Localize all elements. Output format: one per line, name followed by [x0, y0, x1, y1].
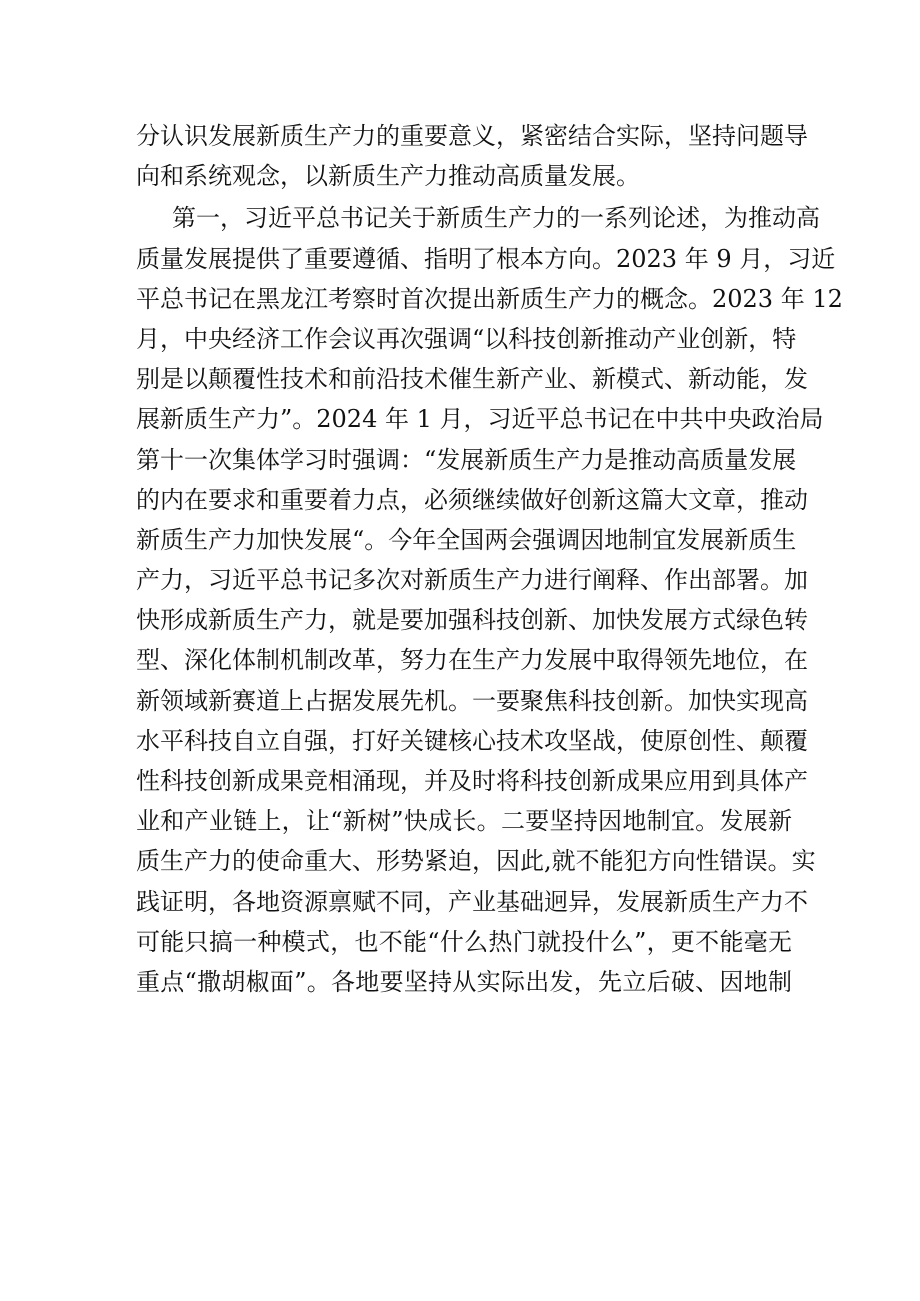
document-body: [136, 116, 843, 1002]
paragraph-line: 性科技创新成果竞相涌现，并及时将科技创新成果应用到具体产: [136, 767, 808, 795]
paragraph-line: 型、深化体制机制改革，努力在生产力发展中取得领先地位，在: [136, 646, 808, 675]
paragraph-line: 向和系统观念，以新质生产力推动高质量发展。: [136, 162, 640, 191]
paragraph-line: 第十一次集体学习时强调：“发展新质生产力是推动高质量发展: [136, 445, 797, 474]
paragraph-line: 质量发展提供了重要遵循、指明了根本方向。2023 年 9 月，习近: [136, 244, 836, 273]
paragraph-line: 平总书记在黑龙江考察时首次提出新质生产力的概念。2023 年 12: [136, 284, 843, 313]
paragraph-line: 质生产力的使命重大、形势紧迫，因此,就不能犯方向性错误。实: [136, 847, 816, 876]
paragraph-line: 的内在要求和重要着力点，必须继续做好创新这篇大文章，推动: [136, 485, 808, 514]
paragraph-line: 业和产业链上，让“新树”快成长。二要坚持因地制宜。发展新: [136, 807, 792, 836]
paragraph-line: 产力，习近平总书记多次对新质生产力进行阐释、作出部署。加: [136, 566, 808, 595]
paragraph-line: 践证明，各地资源禀赋不同，产业基础迥异，发展新质生产力不: [136, 887, 808, 916]
paragraph-line: 重点“撒胡椒面”。各地要坚持从实际出发，先立后破、因地制: [136, 967, 792, 996]
paragraph-1: [136, 116, 808, 196]
paragraph-2: [136, 198, 843, 1002]
paragraph-line: 新质生产力加快发展“。今年全国两会强调因地制宜发展新质生: [136, 525, 797, 554]
paragraph-line: 可能只搞一种模式，也不能“什么热门就投什么”，更不能毫无: [136, 927, 792, 956]
paragraph-line: 月，中央经济工作会议再次强调“以科技创新推动产业创新，特: [136, 324, 797, 353]
paragraph-line: 别是以颠覆性技术和前沿技术催生新产业、新模式、新动能，发: [136, 365, 808, 394]
paragraph-line: 展新质生产力”。2024 年 1 月，习近平总书记在中共中央政治局: [136, 405, 824, 434]
paragraph-line: 快形成新质生产力，就是要加强科技创新、加快发展方式绿色转: [136, 606, 808, 635]
paragraph-line: 水平科技自立自强，打好关键核心技术攻坚战，使原创性、颠覆: [136, 726, 808, 755]
paragraph-line: 第一，习近平总书记关于新质生产力的一系列论述，为推动高: [172, 204, 820, 233]
paragraph-line: 新领域新赛道上占据发展先机。一要聚焦科技创新。加快实现高: [136, 686, 808, 715]
paragraph-line: 分认识发展新质生产力的重要意义，紧密结合实际，坚持问题导: [136, 122, 808, 150]
